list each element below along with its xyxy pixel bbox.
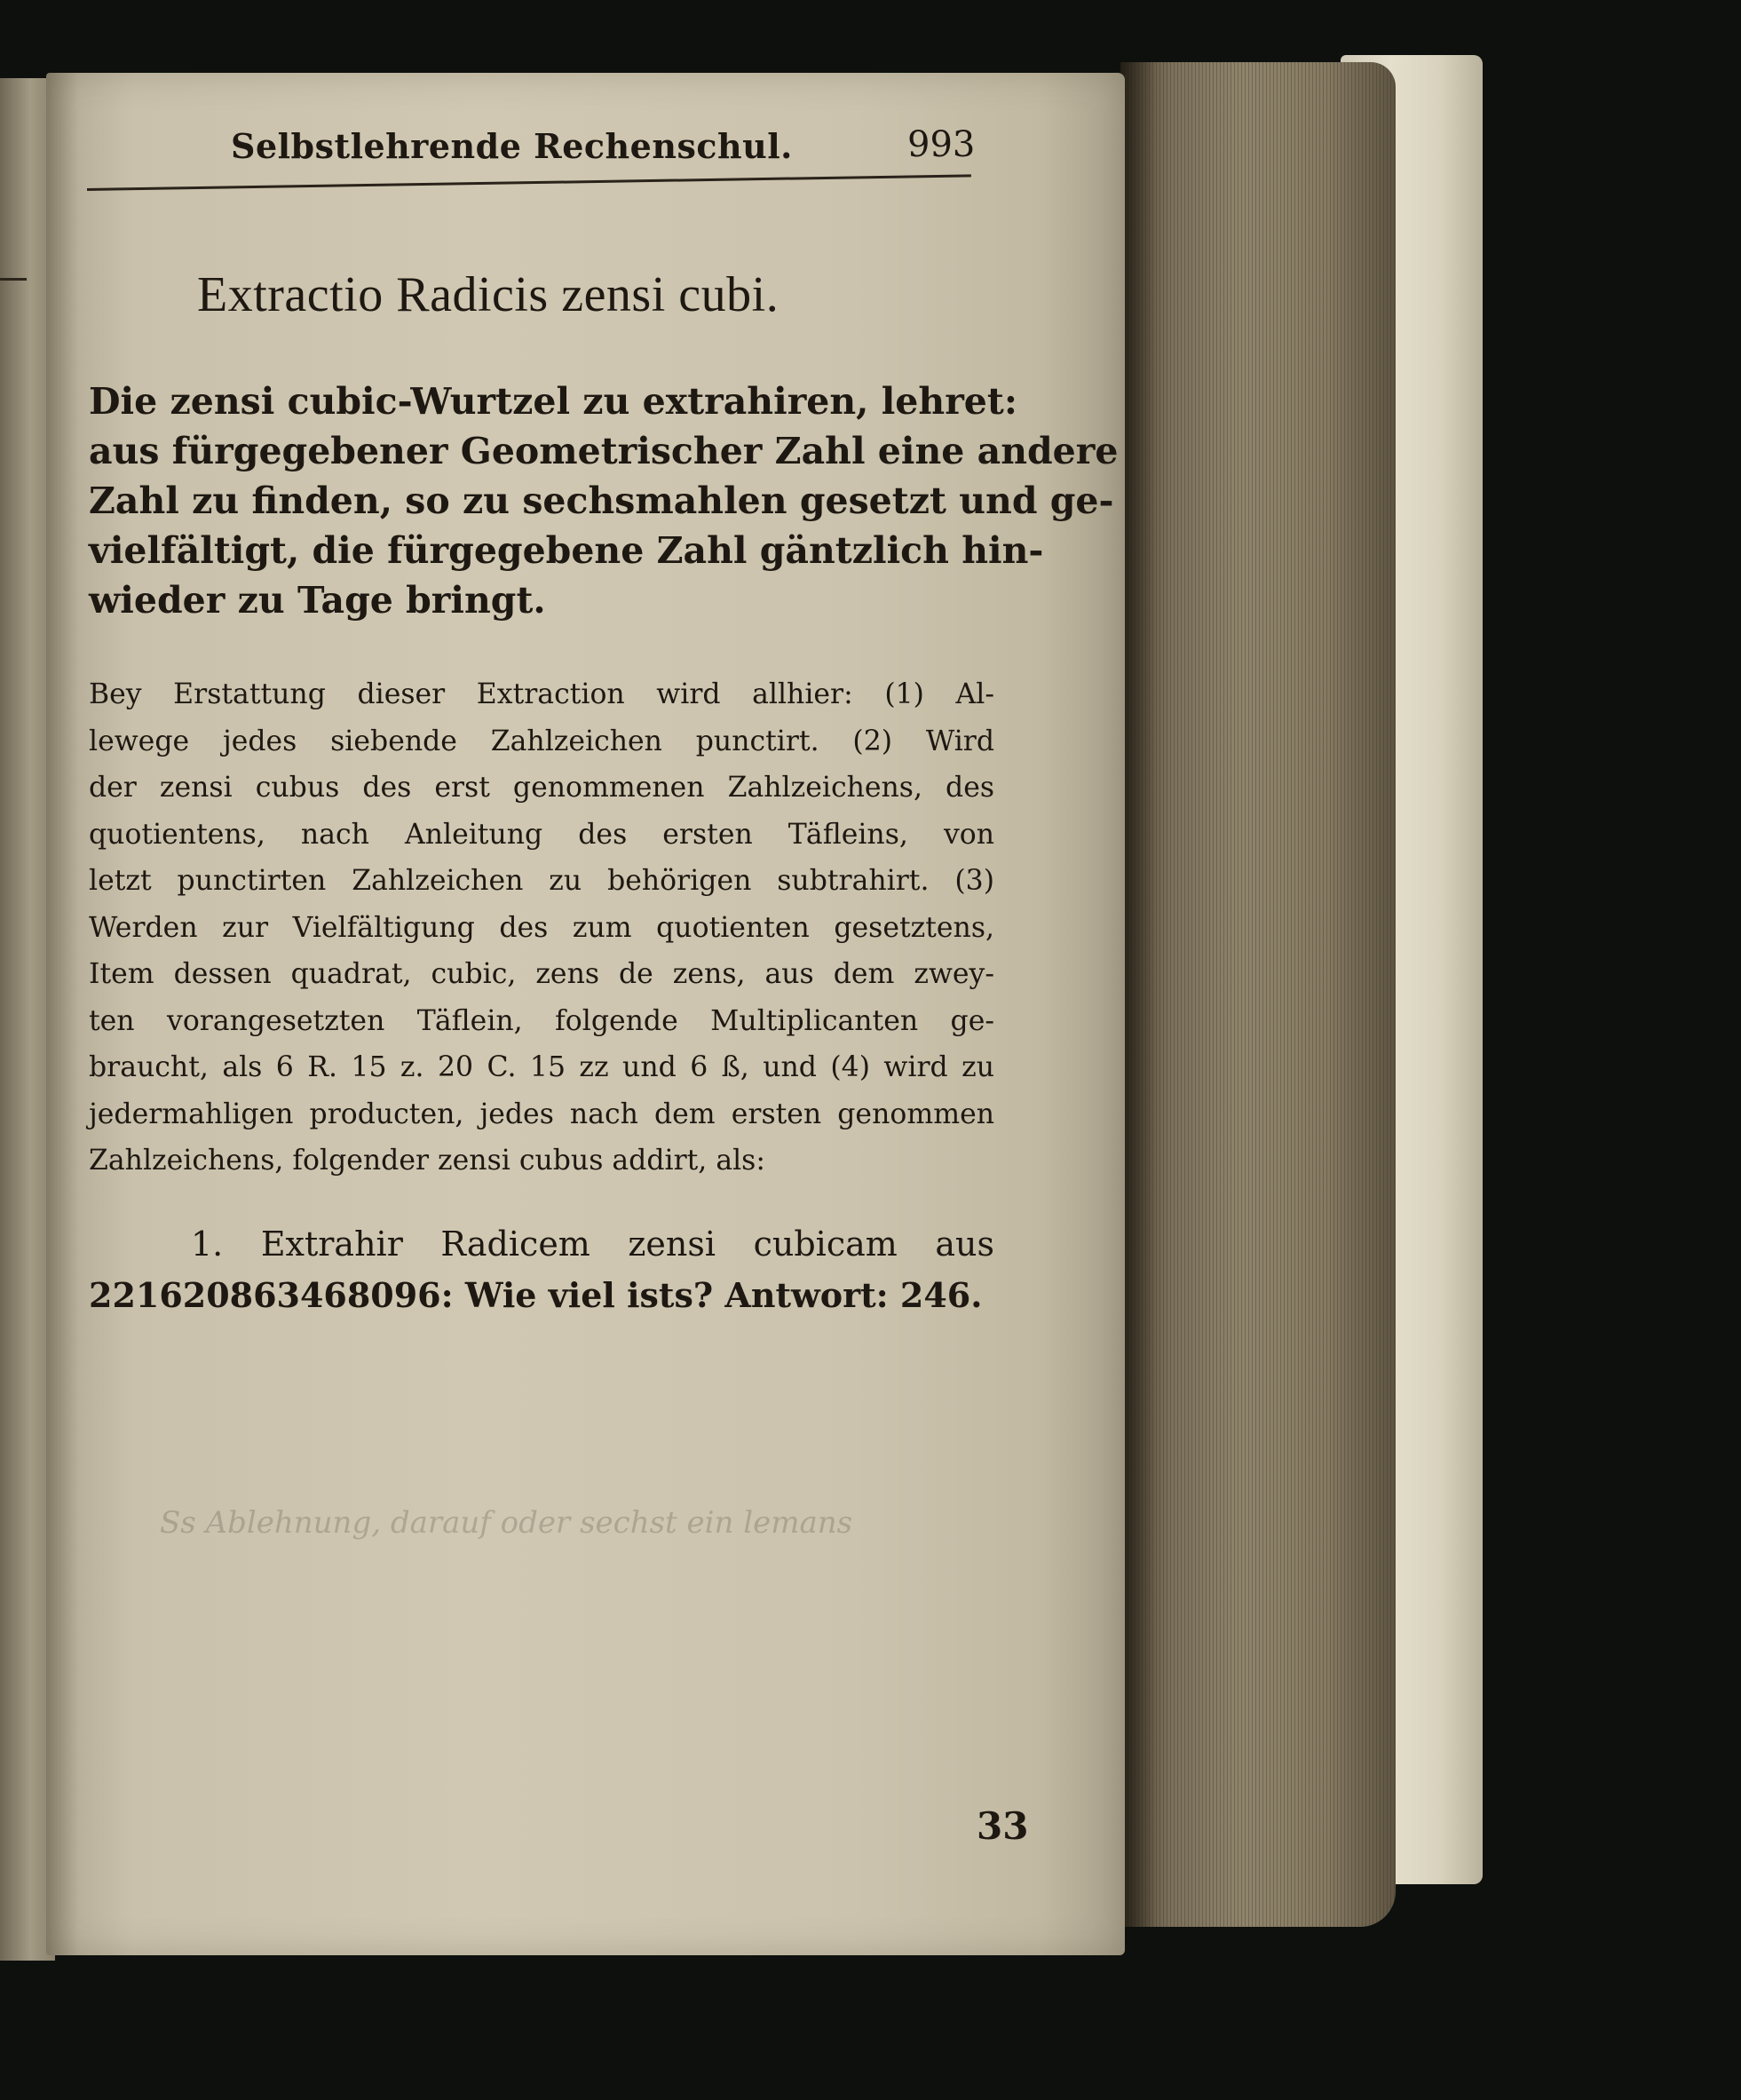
text-line: Werden zur Vielfältigung des zum quotienten gesetztens, xyxy=(89,911,994,944)
text-line: Die zensi cubic-Wurtzel zu extrahiren, lehret: xyxy=(89,380,1017,423)
text-line: ten vorangesetzten Täflein, folgende Multiplicanten ge- xyxy=(89,1004,994,1037)
left-page-rule xyxy=(0,278,27,281)
example-answer-line: 221620863468096: Wie viel ists? Antwort: 246. xyxy=(89,1275,983,1315)
text-line: letzt punctirten Zahlzeichen zu behörigen subtrahirt. (3) xyxy=(89,865,994,897)
text-line: quotientens, nach Anleitung des ersten Täfleins, von xyxy=(89,818,994,851)
text-line: Bey Erstattung dieser Extraction wird allhier: (1) Al- xyxy=(89,678,994,710)
text-line: Zahl zu finden, so zu sechsmahlen gesetzt und ge- xyxy=(89,479,1114,522)
text-line: lewege jedes siebende Zahlzeichen punctirt. (2) Wird xyxy=(89,725,994,757)
gutter-shadow xyxy=(1120,62,1156,1927)
text-line: aus fürgegebener Geometrischer Zahl eine andere xyxy=(89,430,1119,472)
text-line: vielfältigt, die fürgegebene Zahl gäntzlich hin- xyxy=(89,529,1044,572)
page-fore-edges xyxy=(1120,62,1396,1927)
section-title: Extractio Radicis zensi cubi. xyxy=(197,267,779,322)
signature-mark: 33 xyxy=(977,1804,1029,1848)
page-number: 993 xyxy=(907,124,976,165)
text-line: wieder zu Tage bringt. xyxy=(89,579,546,622)
show-through-text: Ss Ablehnung, darauf oder sechst ein lemans xyxy=(160,1505,853,1541)
text-line: Zahlzeichens, folgender zensi cubus addirt, als: xyxy=(89,1145,765,1177)
intro-paragraph xyxy=(89,376,1119,625)
example-paragraph xyxy=(89,1218,994,1321)
text-line: Item dessen quadrat, cubic, zens de zens, aus dem zwey- xyxy=(89,958,994,990)
example-line: 1. Extrahir Radicem zensi cubicam aus xyxy=(191,1224,994,1264)
running-head: Selbstlehrende Rechenschul. xyxy=(231,126,793,166)
text-line: jedermahligen producten, jedes nach dem ersten genommen xyxy=(89,1098,994,1130)
text-line: der zensi cubus des erst genommenen Zahlzeichens, des xyxy=(89,772,994,804)
rules-paragraph xyxy=(89,671,994,1185)
text-line: braucht, als 6 R. 15 z. 20 C. 15 zz und 6 ß, und (4) wird zu xyxy=(89,1051,994,1083)
